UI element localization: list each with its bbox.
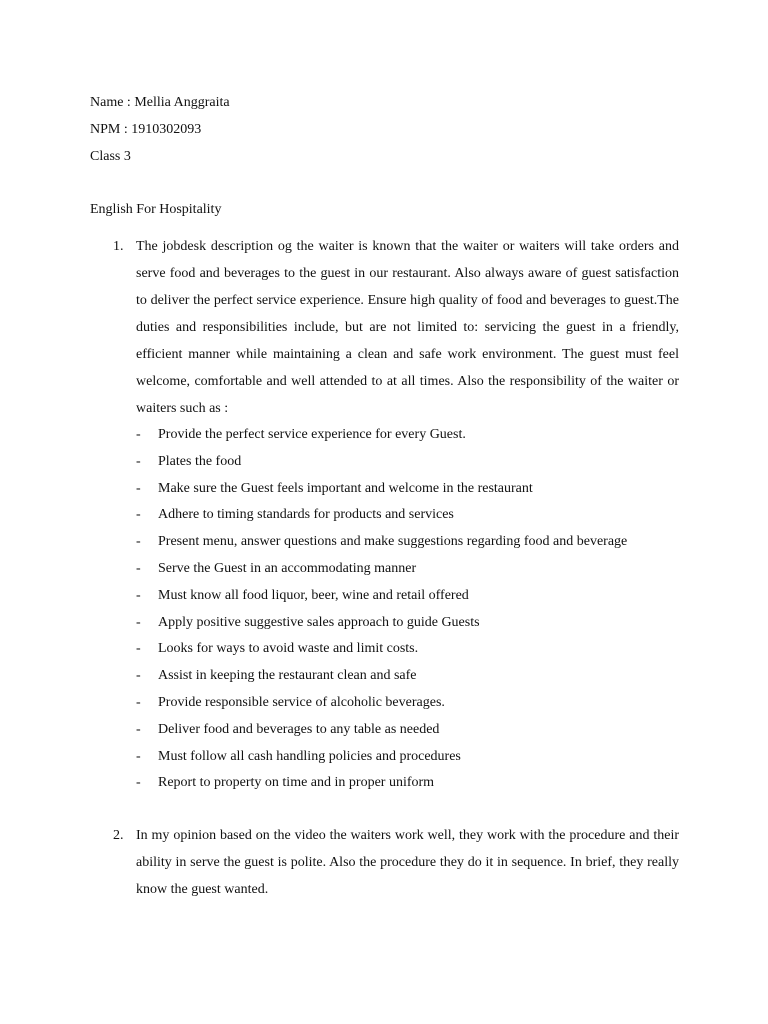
list-item: [136, 422, 696, 449]
paragraph-line: waiters such as :: [136, 401, 229, 416]
list-item: [136, 610, 696, 637]
paragraph-line: serve food and beverages to the guest in our restaurant. Also always aware of guest satisfaction: [136, 266, 679, 281]
dash-marker: -: [136, 614, 141, 630]
list-item-text: Assist in keeping the restaurant clean and safe: [158, 668, 417, 684]
list-item-text: Plates the food: [158, 453, 242, 469]
dash-marker: -: [136, 641, 141, 657]
dash-marker: -: [136, 560, 141, 576]
paragraph-line: The jobdesk description og the waiter is known that the waiter or waiters will take orders and: [136, 239, 679, 254]
dash-marker: -: [136, 507, 141, 523]
dash-marker: -: [136, 427, 141, 442]
list-item: [136, 636, 696, 663]
paragraph-line: ability in serve the guest is polite. Also the procedure they do it in sequence. In brief, they really: [136, 855, 679, 870]
list-item-text: Must know all food liquor, beer, wine and retail offered: [158, 587, 469, 603]
list-item-text: Apply positive suggestive sales approach to guide Guests: [158, 614, 480, 630]
dash-marker: -: [136, 748, 141, 764]
answer-2-number: 2.: [113, 828, 124, 843]
paragraph-line: In my opinion based on the video the waiters work well, they work with the procedure and their: [136, 828, 679, 843]
paragraph-line: to deliver the perfect service experience. Ensure high quality of food and beverages to guest.The: [136, 293, 679, 308]
paragraph-line: welcome, comfortable and well attended to at all times. Also the responsibility of the waiter or: [136, 374, 679, 389]
list-item: [136, 529, 696, 556]
list-item: [136, 449, 696, 476]
dash-marker: -: [136, 534, 141, 550]
list-item-text: Present menu, answer questions and make suggestions regarding food and beverage: [158, 534, 628, 550]
paragraph-line: efficient manner while maintaining a clean and safe work environment. The guest must feel: [136, 347, 679, 362]
student-npm: NPM : 1910302093: [90, 122, 202, 137]
paragraph-line: duties and responsibilities include, but are not limited to: servicing the guest in a friendly,: [136, 320, 679, 335]
dash-marker: -: [136, 480, 141, 496]
list-item-text: Make sure the Guest feels important and welcome in the restaurant: [158, 480, 533, 496]
subject-title: English For Hospitality: [90, 202, 222, 217]
list-item: [136, 717, 696, 744]
dash-marker: -: [136, 721, 141, 737]
dash-marker: -: [136, 587, 141, 603]
dash-marker: -: [136, 453, 141, 469]
answer-2-paragraph: [136, 822, 679, 903]
list-item: [136, 663, 696, 690]
list-item: [136, 502, 696, 529]
list-item-text: Looks for ways to avoid waste and limit costs.: [158, 641, 419, 657]
list-item: [136, 476, 696, 503]
list-item-text: Must follow all cash handling policies and procedures: [158, 748, 461, 764]
list-item: [136, 770, 696, 797]
paragraph-line: know the guest wanted.: [136, 882, 269, 897]
dash-marker: -: [136, 775, 141, 791]
answer-1-paragraph: [136, 233, 679, 422]
list-item: [136, 690, 696, 717]
student-name: Name : Mellia Anggraita: [90, 95, 230, 110]
list-item-text: Provide the perfect service experience for every Guest.: [158, 427, 466, 442]
list-item-text: Adhere to timing standards for products and services: [158, 507, 454, 523]
dash-marker: -: [136, 694, 141, 710]
list-item-text: Provide responsible service of alcoholic beverages.: [158, 694, 445, 710]
list-item-text: Deliver food and beverages to any table as needed: [158, 721, 440, 737]
list-item-text: Serve the Guest in an accommodating manner: [158, 560, 417, 576]
list-item: [136, 744, 696, 771]
list-item: [136, 556, 696, 583]
student-class: Class 3: [90, 149, 131, 164]
list-item: [136, 583, 696, 610]
responsibilities-list: [136, 422, 696, 797]
answer-1-number: 1.: [113, 239, 124, 254]
dash-marker: -: [136, 668, 141, 684]
list-item-text: Report to property on time and in proper uniform: [158, 775, 435, 791]
